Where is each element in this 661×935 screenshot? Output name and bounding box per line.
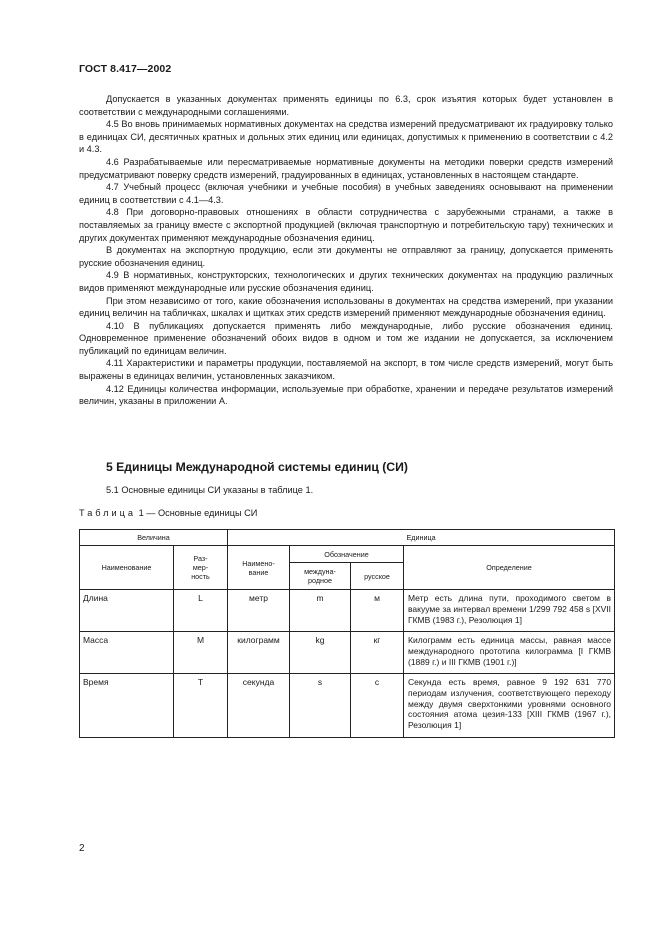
paragraph: Допускается в указанных документах применять единицы по 6.3, срок изъятия которых будет установлен в соответствии с международными соглашениями. (79, 94, 613, 117)
paragraph: 4.10 В публикациях допускается применять либо международные, либо русские обозначения единиц. Одновременное применение обозначений обоих видов в одном и том же издании не допускается, за исключением публикаций по единицам величин. (79, 320, 613, 356)
table-row (80, 674, 615, 738)
header-international-text: междуна-родное (304, 567, 336, 585)
paragraph: 4.7 Учебный процесс (включая учебники и учебные пособия) в учебных заведениях основывают на применении единиц в соответствии с 4.1—4.3. (79, 182, 613, 205)
header-international (290, 563, 351, 590)
cell-dimension: M (174, 632, 228, 674)
header-unit-name-text: Наимено-вание (242, 558, 275, 577)
cell-definition: Метр есть длина пути, проходимого светом в вакууме за интервал времени 1/299 792 458 s [XVII ГКМВ (1983 г.), Резолюция 1] (404, 590, 615, 632)
cell-international: m (290, 590, 351, 632)
cell-russian: с (351, 674, 404, 738)
header-unit: Единица (228, 530, 615, 546)
header-quantity: Величина (80, 530, 228, 546)
cell-dimension: T (174, 674, 228, 738)
table-row (80, 590, 615, 632)
cell-quantity: Длина (80, 590, 174, 632)
cell-international: s (290, 674, 351, 738)
table-caption-prefix: Таблица (79, 508, 137, 518)
section-sub-paragraph: 5.1 Основные единицы СИ указаны в таблице 1. (106, 485, 314, 495)
paragraph: 4.9 В нормативных, конструкторских, технологических и других технических документах на продукцию различных видов применяют международные или русские обозначения единиц. (79, 270, 613, 293)
paragraph: В документах на экспортную продукцию, если эти документы не отправляют за границу, допускается применять русские обозначения единиц. (79, 245, 613, 268)
cell-unit-name: килограмм (228, 632, 290, 674)
paragraph: 4.11 Характеристики и параметры продукции, поставляемой на экспорт, в том числе средств измерений, могут быть выражены в единицах величин, установленных заказчиком. (79, 358, 613, 382)
paragraph: 4.5 Во вновь принимаемых нормативных документах на средства измерений предусматривают их градуировку только в единицах СИ, десятичных кратных и дольных этих единиц или единицах, допустимых к применению в соответствии с 4.2 и 4.3. (79, 119, 613, 155)
cell-dimension: L (174, 590, 228, 632)
cell-quantity: Масса (80, 632, 174, 674)
paragraph: 4.8 При договорно-правовых отношениях в области сотрудничества с зарубежными странами, а также в поставляемых за границу вместе с экспортной продукцией (включая транспортную и потребительскую тару) технических и других документах применяют международные обозначения единиц. (79, 207, 613, 243)
page-number: 2 (79, 843, 85, 854)
cell-unit-name: метр (228, 590, 290, 632)
header-dimension (174, 546, 228, 590)
header-dimension-text: Раз-мер-ность (191, 554, 210, 581)
header-russian: русское (351, 563, 404, 590)
section-title: 5 Единицы Международной системы единиц (СИ) (106, 460, 408, 474)
header-name: Наименование (80, 546, 174, 590)
header-designation: Обозначение (290, 546, 404, 563)
cell-russian: кг (351, 632, 404, 674)
cell-definition: Секунда есть время, равное 9 192 631 770 периодам излучения, соответствующего переходу между двумя сверхтонкими уровнями основного состояния атома цезия-133 [XIII ГКМВ (1967 г.), Резолюция 1] (404, 674, 615, 738)
table-caption-text: 1 — Основные единицы СИ (138, 508, 258, 518)
header-unit-name (228, 546, 290, 590)
si-units-table (79, 529, 615, 738)
header-definition: Определение (404, 546, 615, 590)
cell-unit-name: секунда (228, 674, 290, 738)
cell-definition: Килограмм есть единица массы, равная массе международного прототипа килограмма [I ГКМВ (1889 г.) и III ГКМВ (1901 г.)] (404, 632, 615, 674)
document-id: ГОСТ 8.417—2002 (79, 63, 172, 75)
body-text (79, 93, 613, 408)
paragraph: 4.6 Разрабатываемые или пересматриваемые нормативные документы на методики поверки средств измерений предусматривают поверку средств измерений, градуированных в единицах, установленных в настоящем стандарте. (79, 156, 613, 180)
paragraph: При этом независимо от того, какие обозначения использованы в документах на средства измерений, при указании единиц величин на табличках, шкалах и щитках этих средств измерений применяют международные обозначения единиц. (79, 295, 613, 319)
cell-international: kg (290, 632, 351, 674)
paragraph: 4.12 Единицы количества информации, используемые при обработке, хранении и передаче результатов измерений величин, указаны в приложении А. (79, 383, 613, 407)
cell-quantity: Время (80, 674, 174, 738)
table-caption (79, 508, 257, 518)
table-row (80, 632, 615, 674)
cell-russian: м (351, 590, 404, 632)
